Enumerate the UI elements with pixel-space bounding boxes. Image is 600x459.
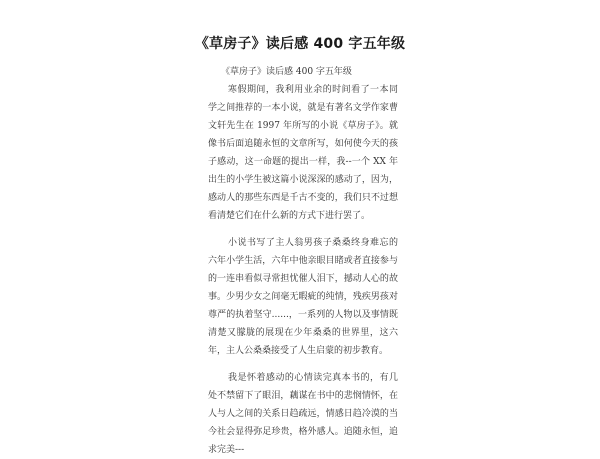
paragraph-3: 我是怀着感动的心情读完真本书的，有几处不禁留下了眼泪，藕谋在书中的悲悯情怀，在人与人之间的关系日趋疏远，情感日趋冷漠的当今社会显得弥足珍贵，格外感人。追随永恒，追求完美---	[208, 373, 398, 455]
article-subtitle: 《草房子》读后感 400 字五年级	[221, 67, 352, 77]
paragraph-1: 寒假期间，我利用业余的时间看了一本同学之间推荐的一本小说，就是有著名文学作家曹文轩先生在 1997 年所写的小说《草房子》。就像书后面追随永恒的文章所写，如何使今天的孩子感动，这一命题的提出一样，我--一个 XX 年出生的小学生被这篇小说深深的感动了，因为，感动人的那些东西是千古不变的，我们只不过想看清楚它们在什么新的方式下进行罢了。	[208, 85, 398, 221]
page-title: 《草房子》读后感 400 字五年级	[194, 36, 406, 52]
paragraph-2: 小说书写了主人翁男孩子桑桑终身难忘的六年小学生活，六年中他亲眼目睹或者直接参与的一连串看似寻常担忧催人泪下，撼动人心的故事。少男少女之间毫无暇疵的纯情，残疾男孩对尊严的执着坚守......，一系列的人物以及事情既清楚又朦胧的展现在少年桑桑的世界里，这六年，主人公桑桑接受了人生启蒙的初步教育。	[208, 238, 398, 356]
